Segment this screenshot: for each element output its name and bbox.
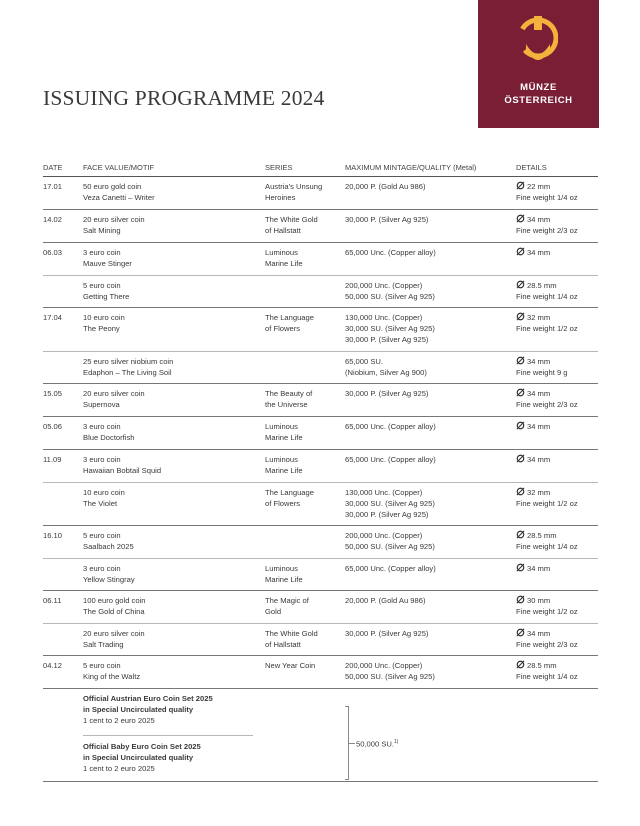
details [516,595,578,617]
coin-set-austrian [83,693,213,726]
series [265,312,314,334]
series-line: The Language [265,313,314,322]
date-group [43,308,598,384]
mintage-line: 30,000 P. (Silver Ag 925) [345,335,429,344]
mintage-line: 30,000 P. (Silver Ag 925) [345,389,429,398]
details [516,454,550,465]
diameter-value: 34 mm [527,629,551,638]
date-group [43,210,598,243]
face-value-motif [83,247,132,269]
mintage-line: 65,000 SU. [345,357,383,366]
date-group [43,243,598,308]
diameter-value: 34 mm [527,357,551,366]
mintage-line: 200,000 Unc. (Copper) [345,281,423,290]
fine-weight: Fine weight 1/4 oz [516,542,578,551]
mintage-quality [345,388,428,399]
issue-date: 06.11 [43,596,62,605]
diameter-value: 34 mm [527,215,551,224]
details [516,530,578,552]
brand-logo [478,0,599,128]
mintage-line: 130,000 Unc. (Copper) [345,313,423,322]
mintage-quality [345,454,436,465]
issue-date: 05.06 [43,422,63,431]
fine-weight: Fine weight 1/2 oz [516,607,578,616]
table-row [43,623,598,655]
series-line: The Language [265,488,314,497]
mintage-quality [345,421,436,432]
details [516,628,578,650]
motif-line: Getting There [83,292,130,301]
mintage-quality [345,530,435,552]
table-row [43,482,598,525]
diameter [516,421,550,432]
series [265,628,318,650]
mintage-quality [345,595,426,606]
details [516,280,578,302]
details [516,487,578,509]
diameter [516,487,578,498]
table-body [43,177,598,689]
set-range: 1 cent to 2 euro 2025 [83,764,155,773]
motif-line: Hawaiian Bobtail Squid [83,466,162,475]
date-group [43,384,598,417]
diameter-icon [516,660,525,669]
series [265,247,303,269]
diameter [516,388,578,399]
motif-line: 20 euro silver coin [83,215,145,224]
series-line: The White Gold [265,215,318,224]
series-line: Marine Life [265,575,303,584]
sets-divider [83,735,253,736]
motif-line: King of the Waltz [83,672,141,681]
diameter-value: 34 mm [527,389,551,398]
diameter-icon [516,530,525,539]
face-value-motif [83,660,140,682]
series-line: Heroines [265,193,296,202]
face-value-motif [83,563,135,585]
motif-line: Edaphon – The Living Soil [83,368,172,377]
diameter-icon [516,312,525,321]
series-line: Luminous [265,455,298,464]
series [265,214,318,236]
header-series: SERIES [265,163,293,172]
diameter-value: 28.5 mm [527,661,557,670]
series [265,454,303,476]
diameter-icon [516,563,525,572]
issue-date: 16.10 [43,531,63,540]
fine-weight: Fine weight 1/2 oz [516,324,578,333]
date-group [43,591,598,656]
issue-date: 14.02 [43,215,63,224]
mintage-line: 130,000 Unc. (Copper) [345,488,423,497]
issue-date: 06.03 [43,248,63,257]
motif-line: 3 euro coin [83,455,121,464]
set-quality: in Special Uncirculated quality [83,753,194,762]
diameter-value: 22 mm [527,182,551,191]
header-motif: FACE VALUE/MOTIF [83,163,155,172]
face-value-motif [83,421,135,443]
diameter-value: 32 mm [527,313,551,322]
series [265,487,314,509]
mintage-line: 65,000 Unc. (Copper alloy) [345,455,436,464]
table-row [43,526,598,558]
motif-line: 5 euro coin [83,281,121,290]
diameter [516,181,578,192]
diameter-value: 30 mm [527,596,551,605]
mintage-line: 30,000 P. (Silver Ag 925) [345,629,429,638]
table-row [43,450,598,482]
header-date: DATE [43,163,63,172]
issue-date: 17.04 [43,313,63,322]
diameter [516,595,578,606]
diameter-icon [516,487,525,496]
face-value-motif [83,356,173,378]
series [265,563,303,585]
motif-line: Supernova [83,400,120,409]
issue-date: 04.12 [43,661,63,670]
table-row [43,558,598,590]
mintage-quality [345,563,436,574]
series-line: Austria's Unsung [265,182,323,191]
series-line: the Universe [265,400,308,409]
motif-line: 3 euro coin [83,248,121,257]
details [516,181,578,203]
date-group [43,526,598,591]
page-title: ISSUING PROGRAMME 2024 [43,86,325,110]
motif-line: 100 euro gold coin [83,596,146,605]
diameter [516,312,578,323]
diameter [516,628,578,639]
diameter-icon [516,595,525,604]
mintage-quality [345,312,435,345]
brand-name-line1: MÜNZE [520,82,557,93]
motif-line: 50 euro gold coin [83,182,142,191]
fine-weight: Fine weight 1/4 oz [516,672,578,681]
fine-weight: Fine weight 9 g [516,368,568,377]
motif-line: 3 euro coin [83,564,121,573]
motif-line: Salt Mining [83,226,121,235]
mintage-line: 65,000 Unc. (Copper alloy) [345,564,436,573]
table-row [43,417,598,449]
face-value-motif [83,181,155,203]
diameter-icon [516,214,525,223]
face-value-motif [83,595,146,617]
mintage-line: 200,000 Unc. (Copper) [345,531,423,540]
motif-line: 10 euro coin [83,313,125,322]
fine-weight: Fine weight 2/3 oz [516,640,578,649]
coin-sets-group [43,689,598,782]
mintage-line: 30,000 P. (Silver Ag 925) [345,215,429,224]
series-line: New Year Coin [265,661,316,670]
date-group [43,417,598,450]
motif-line: 5 euro coin [83,661,121,670]
motif-line: Blue Doctorfish [83,433,135,442]
fine-weight: Fine weight 1/2 oz [516,499,578,508]
diameter-icon [516,280,525,289]
series-line: The Magic of [265,596,309,605]
coin-sets-row [43,689,598,781]
series-line: The White Gold [265,629,318,638]
series-line: Gold [265,607,282,616]
header-mintage: MAXIMUM MINTAGE/QUALITY (Metal) [345,163,477,172]
table-header [43,160,598,176]
set-range: 1 cent to 2 euro 2025 [83,716,155,725]
issue-date: 11.09 [43,455,62,464]
date-group [43,450,598,526]
face-value-motif [83,530,134,552]
series [265,421,303,443]
series-line: of Hallstatt [265,640,301,649]
mintage-line: 20,000 P. (Gold Au 986) [345,182,426,191]
table-row [43,591,598,623]
mintage-quality [345,356,427,378]
diameter [516,280,578,291]
series-line: Luminous [265,564,298,573]
series-line: Luminous [265,248,298,257]
mintage-line: 50,000 SU. (Silver Ag 925) [345,292,435,301]
mintage-quality [345,280,435,302]
date-group [43,656,598,689]
mintage-line: 200,000 Unc. (Copper) [345,661,423,670]
motif-line: 3 euro coin [83,422,121,431]
sets-bracket-tick [349,743,355,744]
motif-line: Veza Canetti – Writer [83,193,155,202]
details [516,247,550,258]
mintage-quality [345,214,428,225]
face-value-motif [83,487,125,509]
diameter [516,214,578,225]
series-line: of Hallstatt [265,226,301,235]
set-name: Official Baby Euro Coin Set 2025 [83,742,201,751]
diameter-icon [516,388,525,397]
set-name: Official Austrian Euro Coin Set 2025 [83,694,213,703]
diameter-value: 34 mm [527,422,551,431]
diameter [516,356,568,367]
series [265,181,322,203]
mintage-quality [345,181,426,192]
issue-date: 17.01 [43,182,63,191]
face-value-motif [83,388,145,410]
diameter [516,660,578,671]
details [516,214,578,236]
fine-weight: Fine weight 1/4 oz [516,193,578,202]
face-value-motif [83,312,125,334]
series-line: The Beauty of [265,389,313,398]
mintage-line: 65,000 Unc. (Copper alloy) [345,422,436,431]
mintage-quality [345,487,435,520]
motif-line: 5 euro coin [83,531,121,540]
mintage-line: (Niobium, Silver Ag 900) [345,368,427,377]
motif-line: Saalbach 2025 [83,542,134,551]
face-value-motif [83,628,145,650]
fine-weight: Fine weight 1/4 oz [516,292,578,301]
mintage-line: 30,000 SU. (Silver Ag 925) [345,499,435,508]
details [516,660,578,682]
motif-line: The Gold of China [83,607,145,616]
motif-line: The Violet [83,499,118,508]
table-row [43,384,598,416]
table-row [43,656,598,688]
table-row [43,177,598,209]
series-line: Marine Life [265,433,303,442]
sets-mintage-value: 50,000 SU. [356,739,394,749]
diameter-icon [516,454,525,463]
face-value-motif [83,454,161,476]
date-group [43,177,598,210]
motif-line: 10 euro coin [83,488,125,497]
table-row [43,351,598,383]
motif-line: The Peony [83,324,120,333]
series-line: Luminous [265,422,298,431]
mintage-line: 20,000 P. (Gold Au 986) [345,596,426,605]
diameter-icon [516,247,525,256]
mintage-line: 30,000 SU. (Silver Ag 925) [345,324,435,333]
diameter-value: 34 mm [527,564,551,573]
issue-date: 15.05 [43,389,63,398]
series [265,388,312,410]
series-line: of Flowers [265,499,301,508]
diameter-value: 34 mm [527,455,551,464]
series-line: Marine Life [265,466,303,475]
series-line: Marine Life [265,259,303,268]
mintage-line: 65,000 Unc. (Copper alloy) [345,248,436,257]
mintage-quality [345,628,428,639]
table-row [43,308,598,351]
mintage-quality [345,247,436,258]
series [265,595,309,617]
motif-line: 25 euro silver niobium coin [83,357,174,366]
motif-line: 20 euro silver coin [83,389,145,398]
issuing-table [43,160,598,782]
diameter-value: 34 mm [527,248,551,257]
brand-name-line2: ÖSTERREICH [504,95,573,106]
diameter-value: 28.5 mm [527,281,557,290]
table-row [43,210,598,242]
motif-line: Mauve Stinger [83,259,132,268]
sets-mintage [356,737,398,750]
set-quality: in Special Uncirculated quality [83,705,194,714]
header-details: DETAILS [516,163,547,172]
motif-line: 20 euro silver coin [83,629,145,638]
diameter-icon [516,421,525,430]
details [516,312,578,334]
details [516,563,550,574]
fine-weight: Fine weight 2/3 oz [516,400,578,409]
motif-line: Salt Trading [83,640,124,649]
series-line: of Flowers [265,324,301,333]
face-value-motif [83,280,129,302]
face-value-motif [83,214,145,236]
diameter-value: 32 mm [527,488,551,497]
diameter [516,247,550,258]
details [516,388,578,410]
motif-line: Yellow Stingray [83,575,135,584]
details [516,356,568,378]
mintage-line: 50,000 SU. (Silver Ag 925) [345,542,435,551]
table-row [43,243,598,275]
fine-weight: Fine weight 2/3 oz [516,226,578,235]
diameter [516,454,550,465]
diameter-icon [516,628,525,637]
table-row [43,275,598,307]
diameter-icon [516,356,525,365]
coin-set-baby [83,741,201,774]
sets-footnote-mark: 1) [394,739,399,745]
mintage-line: 50,000 SU. (Silver Ag 925) [345,672,435,681]
diameter [516,563,550,574]
diameter-icon [516,181,525,190]
coin-logo-icon [518,14,558,70]
series [265,660,315,671]
diameter-value: 28.5 mm [527,531,557,540]
mintage-line: 30,000 P. (Silver Ag 925) [345,510,429,519]
diameter [516,530,578,541]
mintage-quality [345,660,435,682]
details [516,421,550,432]
